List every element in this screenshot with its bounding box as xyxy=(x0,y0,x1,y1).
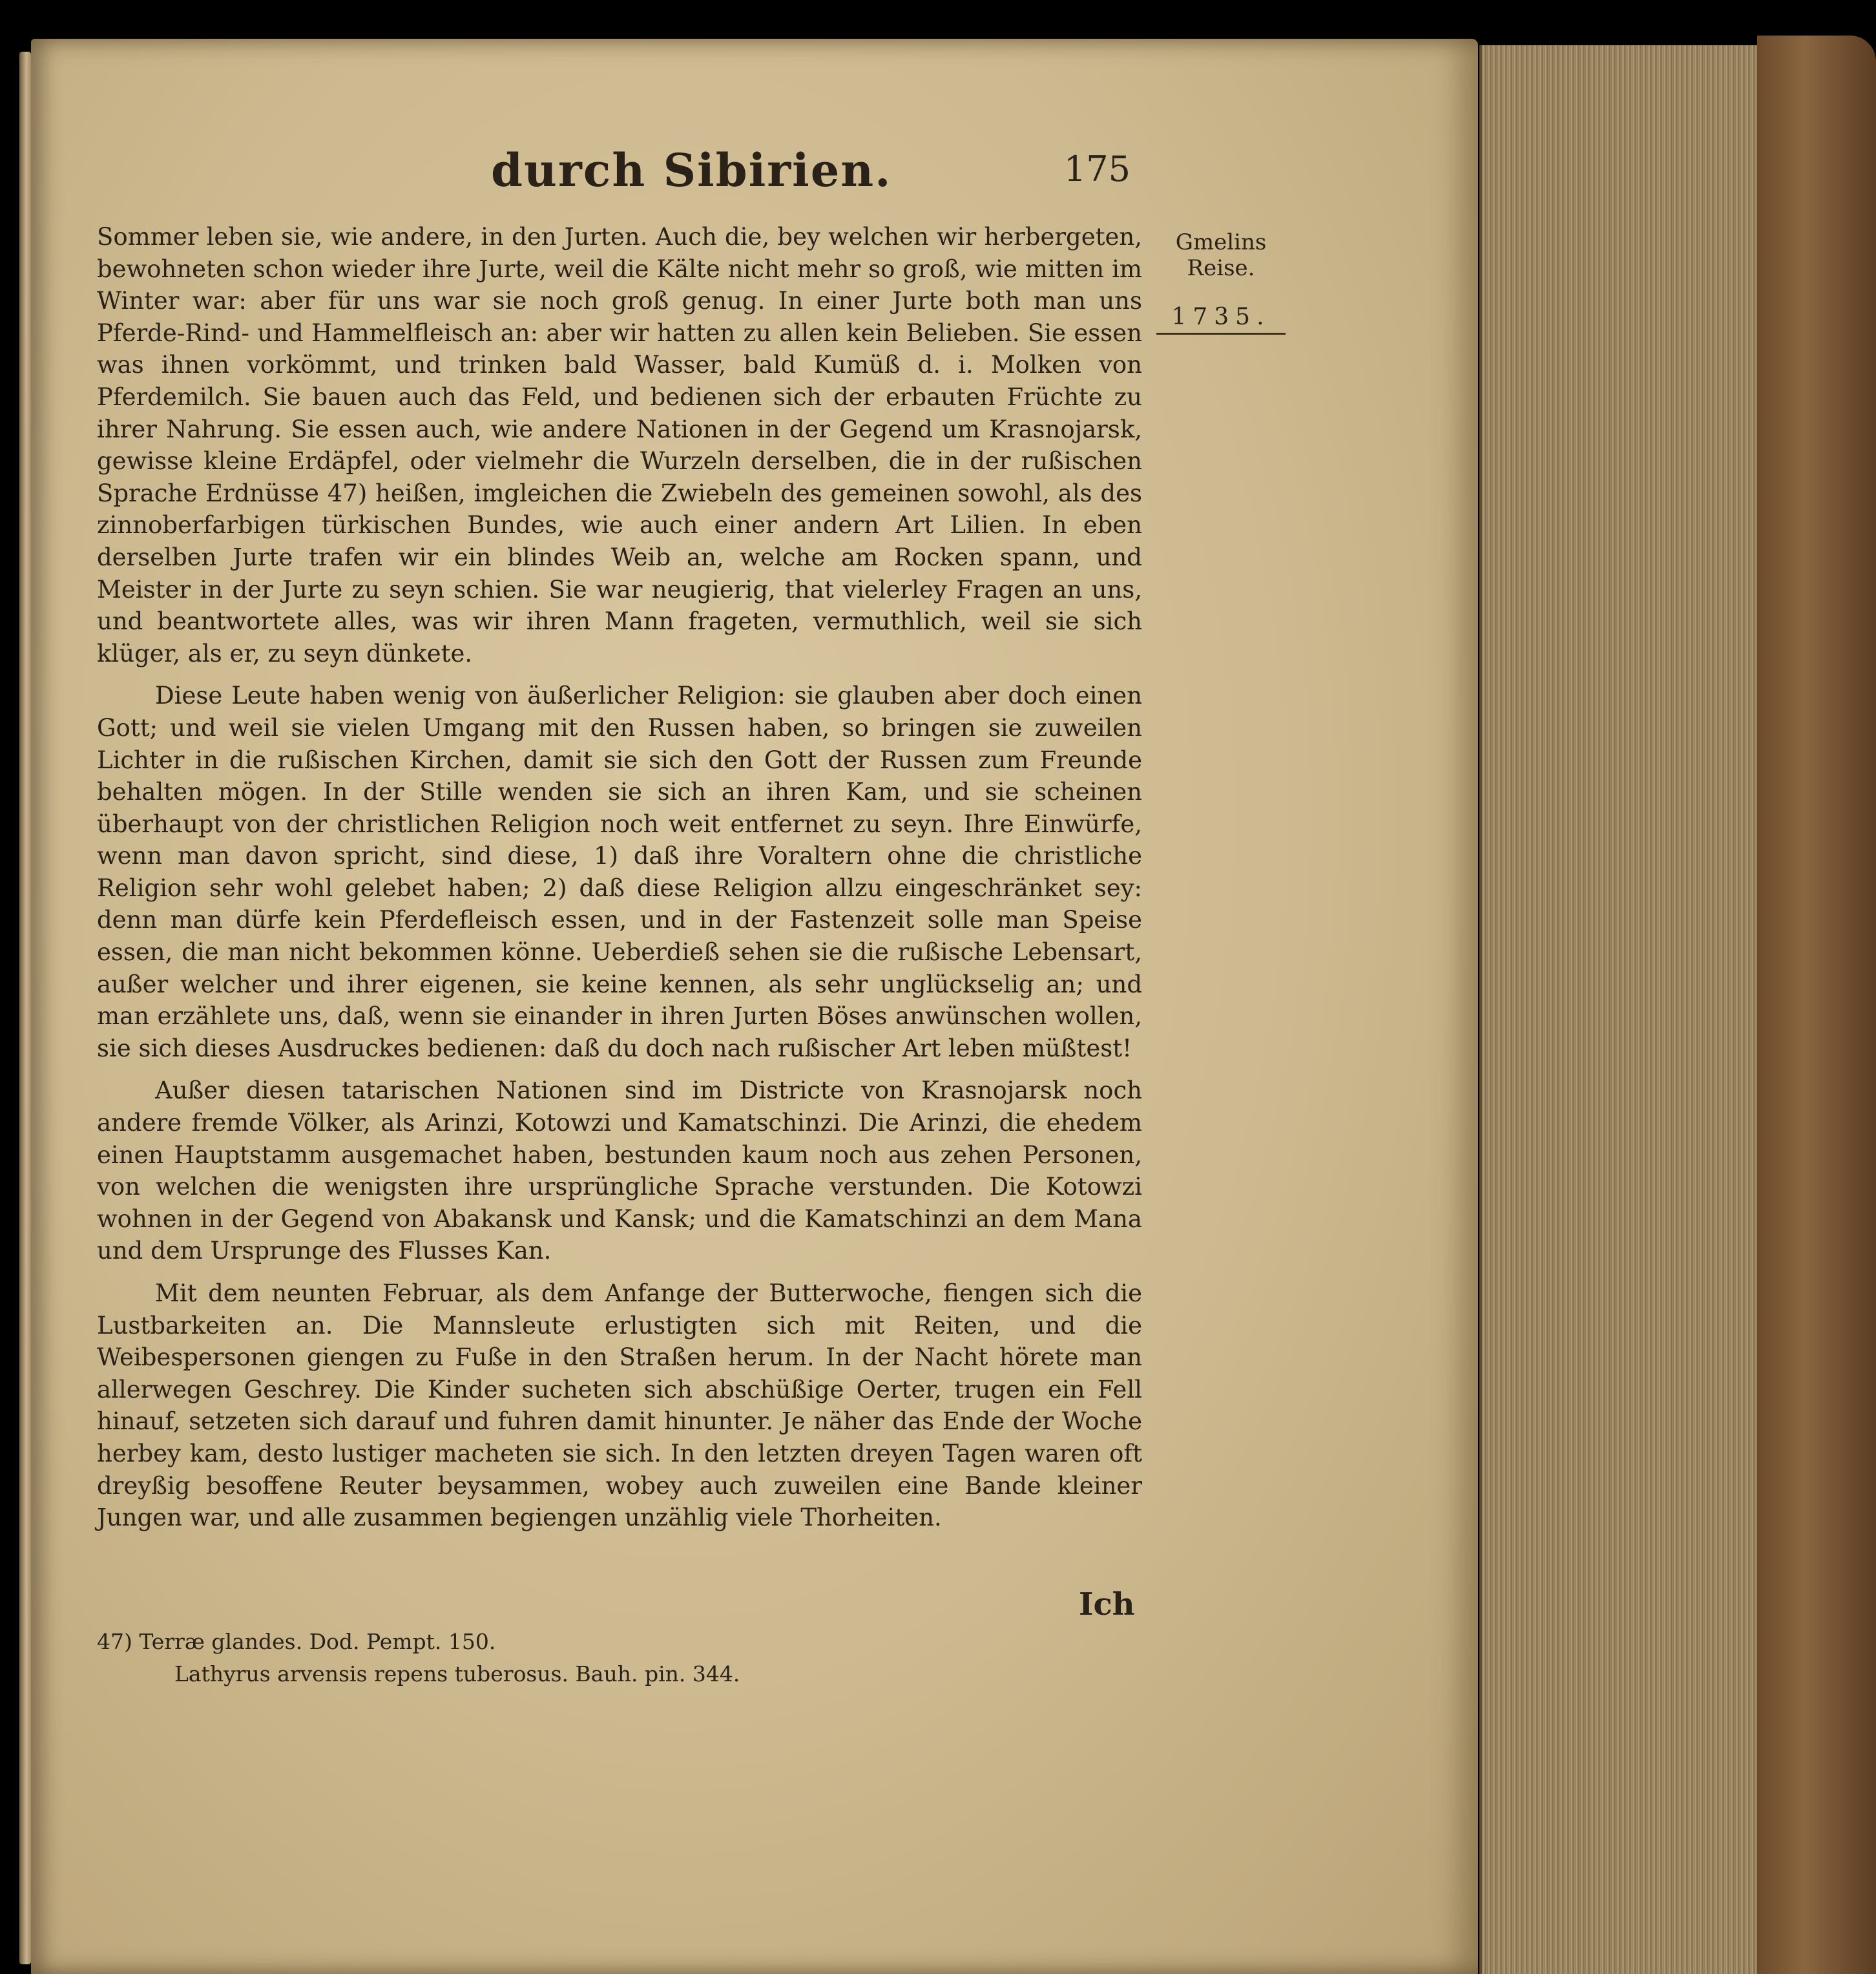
footnote-47-continued: Lathyrus arvensis repens tuberosus. Bauh. pin. 344. xyxy=(174,1661,740,1686)
left-page-edge xyxy=(19,52,31,1964)
marginal-line-1: Gmelins xyxy=(1175,229,1267,255)
paragraph-4: Mit dem neunten Februar, als dem Anfange der Butterwoche, fiengen sich die Lustbarkeiten an. Die Mannsleute erlustigten sich mit Reiten, und die Weibespersonen giengen zu Fuße in den Straßen herum. In der Nacht hörete man allerwegen Geschrey. Die Kinder sucheten sich abschüßige Oerter, trugen ein Fell hinauf, setzeten sich darauf und fuhren damit hinunter. Je näher das Ende der Woche herbey kam, desto lustiger macheten sie sich. In den letzten dreyen Tagen waren oft dreyßig besoffene Reuter beysammen, wobey auch zuweilen eine Bande kleiner Jungen war, und alle zusammen begiengen unzählig viele Thorheiten. xyxy=(97,1279,1142,1532)
running-head: durch Sibirien. xyxy=(491,143,892,197)
page-number: 175 xyxy=(1063,149,1131,189)
body-text xyxy=(97,221,1142,1544)
marginal-year: 1735. xyxy=(1156,304,1286,335)
page-header xyxy=(388,143,1163,202)
leather-cover-edge xyxy=(1757,36,1876,1974)
footnotes xyxy=(97,1626,937,1690)
marginal-note xyxy=(1156,229,1286,335)
marginal-line-2: Reise. xyxy=(1187,255,1255,281)
paragraph-1: Sommer leben sie, wie andere, in den Jurten. Auch die, bey welchen wir herbergeten, bewohneten schon wieder ihre Jurte, weil die Kälte nicht mehr so groß, wie mitten im Winter war: aber für uns war sie noch groß genug. In einer Jurte both man uns Pferde-Rind- und Hammelfleisch an: aber wir hatten zu allen kein Belieben. Sie essen was ihnen vorkömmt, und trinken bald Wasser, bald Kumüß d. i. Molken von Pferdemilch. Sie bauen auch das Feld, und bedienen sich der erbauten Früchte zu ihrer Nahrung. Sie essen auch, wie andere Nationen in der Gegend um Krasnojarsk, gewisse kleine Erdäpfel, oder vielmehr die Wurzeln derselben, die in der rußischen Sprache Erdnüsse 47) heißen, imgleichen die Zwiebeln des gemeinen sowohl, als des zinnoberfarbigen türkischen Bundes, wie auch einer andern Art Lilien. In eben derselben Jurte trafen wir ein blindes Weib an, welche am Rocken spann, und Meister in der Jurte zu seyn schien. Sie war neugierig, that vielerley Fragen an uns, und beantwortete alles, was wir ihren Mann frageten, vermuthlich, weil sie sich klüger, als er, zu seyn dünkete. xyxy=(97,223,1142,667)
page-block-edge xyxy=(1479,45,1760,1974)
catchword: Ich xyxy=(1079,1586,1135,1622)
footnote-47: 47) Terræ glandes. Dod. Pempt. 150. xyxy=(97,1629,496,1654)
paragraph-3: Außer diesen tatarischen Nationen sind im Districte von Krasnojarsk noch andere fremde Völker, als Arinzi, Kotowzi und Kamatschinzi. Die Arinzi, die ehedem einen Hauptstamm ausgemachet haben, bestunden kaum noch aus zehen Personen, von welchen die wenigsten ihre ursprüngliche Sprache verstunden. Die Kotowzi wohnen in der Gegend von Abakansk und Kansk; und die Kamatschinzi an dem Mana und dem Ursprunge des Flusses Kan. xyxy=(97,1076,1142,1265)
paragraph-2: Diese Leute haben wenig von äußerlicher Religion: sie glauben aber doch einen Gott; und weil sie vielen Umgang mit den Russen haben, so bringen sie zuweilen Lichter in die rußischen Kirchen, damit sie sich den Gott der Russen zum Freunde behalten mögen. In der Stille wenden sie sich an ihren Kam, und sie scheinen überhaupt von der christlichen Religion noch weit entfernet zu seyn. Ihre Einwürfe, wenn man davon spricht, sind diese, 1) daß ihre Voraltern ohne die christliche Religion sehr wohl gelebet haben; 2) daß diese Religion allzu eingeschränket sey: denn man dürfe kein Pferdefleisch essen, und in der Fastenzeit solle man Speise essen, die man nicht bekommen könne. Ueberdieß sehen sie die rußische Lebensart, außer welcher und ihrer eigenen, sie keine kennen, als sehr unglückselig an; und man erzählete uns, daß, wenn sie einander in ihren Jurten Böses anwünschen wollen, sie sich dieses Ausdruckes bedienen: daß du doch nach rußischer Art leben müßtest! xyxy=(97,682,1142,1062)
